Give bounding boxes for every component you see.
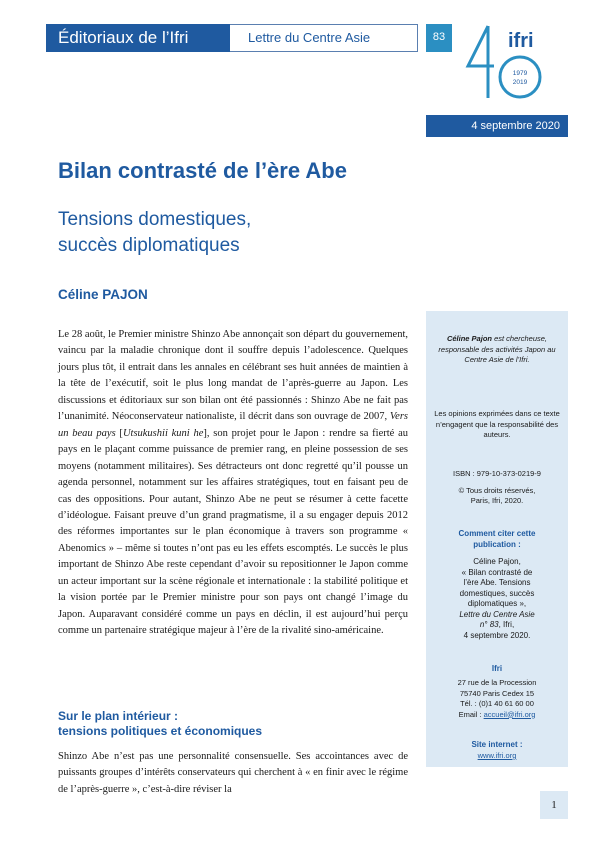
section-heading-line-1: Sur le plan intérieur : <box>58 709 179 723</box>
citation-line: 4 septembre 2020. <box>463 630 531 640</box>
citation-publisher: , Ifri, <box>498 620 515 629</box>
email-line <box>430 710 564 721</box>
logo-year-end: 2019 <box>512 79 528 86</box>
disclaimer: Les opinions exprimées dans ce texte n’engagent que la responsabilité des auteurs. <box>434 409 560 439</box>
subtitle-line-1: Tensions domestiques, <box>58 209 252 230</box>
article-title: Bilan contrasté de l’ère Abe <box>58 158 347 183</box>
issue-number: 83 <box>426 24 452 52</box>
intro-text-b: [ <box>115 427 123 439</box>
citation-heading-line-2: publication : <box>473 539 521 549</box>
intro-paragraph <box>58 327 408 640</box>
phone: Tél. : (0)1 40 61 60 00 <box>460 699 534 708</box>
address-line-1: 27 rue de la Procession <box>457 678 537 687</box>
series-title: Éditoriaux de l’Ifri <box>46 24 230 52</box>
email-label: Email : <box>458 709 484 719</box>
section-heading-line-2: tensions politiques et économiques <box>58 724 263 738</box>
section-paragraph: Shinzo Abe n’est pas une personnalité consensuelle. Ses accointances avec de puissants groupes d’intérêts conservateurs qui cherchent à « en finir avec le régime de l’après-guerre », c’est-à-dire réviser la <box>58 751 408 795</box>
citation-text <box>430 557 564 641</box>
citation-line: « Bilan contrasté de <box>461 567 533 577</box>
website-heading: Site internet : <box>471 740 523 749</box>
citation-line: l’ère Abe. Tensions <box>463 578 531 587</box>
website <box>430 751 564 762</box>
citation-heading-line-1: Comment citer cette <box>458 529 536 538</box>
citation-line: domestiques, succès <box>459 588 535 598</box>
subtitle-line-2: succès diplomatiques <box>58 235 240 256</box>
citation-line: diplomatiques », <box>467 599 527 608</box>
author-name: Céline PAJON <box>58 287 148 302</box>
intro-text-a: Le 28 août, le Premier ministre Shinzo Abe annonçait son départ du gouvernement, vaincu par la maladie chronique dont il souffre depuis l’adolescence. Quelques jours plus tôt, il entrait dans les annales en célébrant ses huit années de maintien à la tête de l’exécutif, soit le plus long mandat de l’après-guerre au Japon. Les discussions et éditoriaux sur son bilan ont été passionnés : Shinzo Abe ne fait pas l’unanimité. Néoconservateur nationaliste, il décrit dans son ouvrage de 2007, <box>58 329 408 423</box>
citation-line <box>430 620 564 631</box>
email-link[interactable]: accueil@ifri.org <box>483 709 536 719</box>
article-subtitle <box>58 207 251 259</box>
citation-line: Lettre du Centre Asie <box>459 609 535 619</box>
ifri-40-logo <box>464 22 556 102</box>
website-link[interactable]: www.ifri.org <box>477 751 517 760</box>
copyright-line-2: Paris, Ifri, 2020. <box>470 496 524 505</box>
logo-wordmark: ifri <box>508 30 534 52</box>
letter-name: Lettre du Centre Asie <box>248 30 371 45</box>
publication-date: 4 septembre 2020 <box>426 115 568 137</box>
citation-issue: n° 83 <box>479 620 499 629</box>
page-number: 1 <box>540 791 568 819</box>
address-line-2: 75740 Paris Cedex 15 <box>459 688 535 698</box>
logo-year-start: 1979 <box>512 70 528 77</box>
citation-line: Céline Pajon, <box>473 557 521 566</box>
book-title-japanese: Utsukushii kuni he <box>122 427 204 439</box>
citation-heading <box>430 529 564 550</box>
section-heading <box>58 709 262 739</box>
isbn: ISBN : 979-10-373-0219-9 <box>453 469 541 478</box>
bio-name: Céline Pajon <box>446 334 492 343</box>
book-title: Vers un beau pays <box>58 411 408 439</box>
bio-text: est chercheuse, responsable des activités Japon au Centre Asie de l’Ifri. <box>438 334 556 364</box>
org-name: Ifri <box>491 664 503 673</box>
copyright-line-1: © Tous droits réservés, <box>458 486 536 495</box>
author-bio <box>430 334 564 366</box>
intro-text-c: ], son projet pour le Japon : rendre sa fierté au pays en le plaçant comme puissance de premier rang, en pleine possession de ses moyens (notamment militaires). Ses détracteurs ont donc regretté qu’il pousse un agenda personnel, notamment sur les affaires stratégiques, tout en faisant peu de cas des oppositions. Pour autant, Shinzo Abe ne peut se résumer à cette facette d’idéologue. Faisant preuve d’un grand pragmatisme, il a su engager depuis 2012 des réformes importantes sur le plan économique à travers son programme « Abenomics » – même si toutes n’ont pas eu les effets escomptés. Le succès le plus important de Shinzo Abe reste cependant d’avoir su repositionner le Japon comme un acteur important sur la scène régionale et internationale : la stabilité politique et la vision portée par le Premier ministre pour son pays ont changé l’image du Japon. Auparavant considéré comme un pays en déclin, il est aujourd’hui perçu comme un partenaire stratégique majeur à l’ère de la rivalité sino-américaine. <box>58 427 408 637</box>
address <box>430 678 564 720</box>
